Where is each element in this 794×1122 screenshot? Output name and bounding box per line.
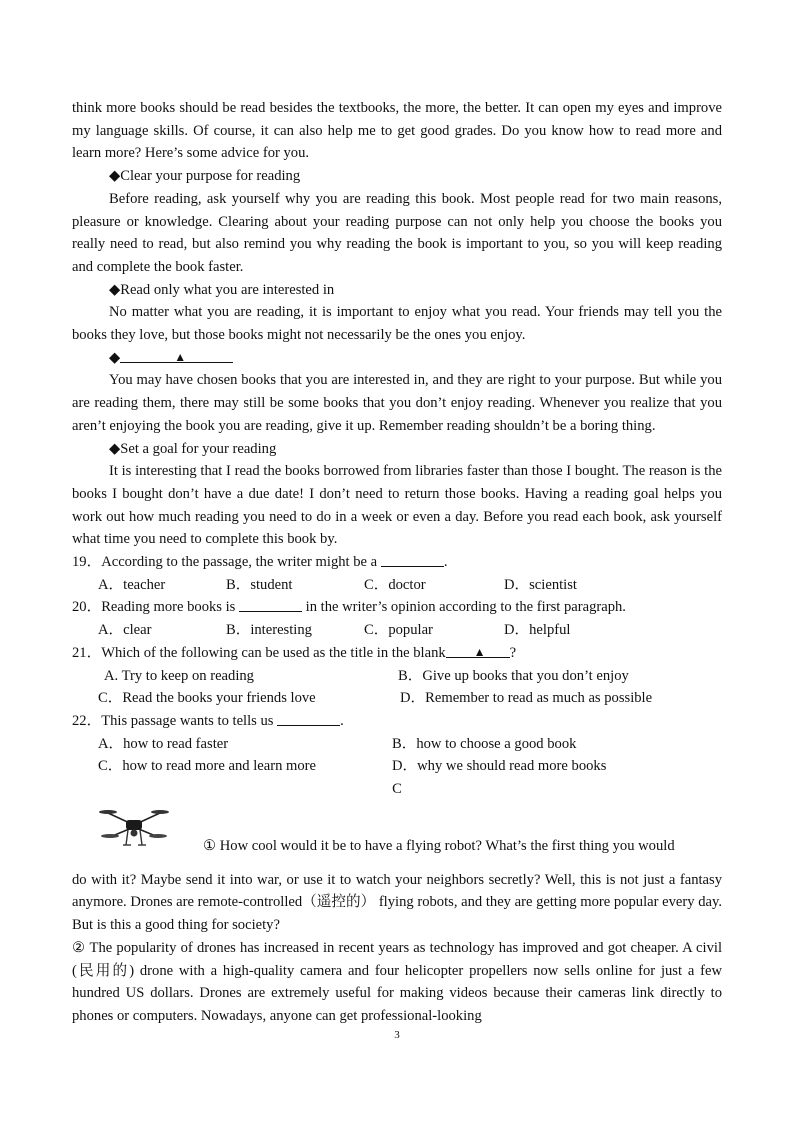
passage-c-first-line — [72, 835, 722, 858]
option-a: A．clear — [98, 622, 152, 639]
option-d: D．helpful — [504, 622, 571, 639]
passage-c-p1-first: ① How cool would it be to have a flying robot? What’s the first thing you would — [203, 837, 675, 854]
question-21-end: ? — [509, 644, 517, 661]
question-20-options — [72, 619, 722, 642]
paragraph-give-up: You may have chosen books that you are interested in, and they are right to your purpose. But while you are reading them, there may still be some books that you don’t enjoy reading. Whenever you realize that you aren’t enjoying the book you are reading, give it up. Remember reading shouldn’t be a boring thing. — [72, 372, 722, 434]
option-c: C．popular — [364, 622, 433, 639]
question-19-options — [72, 574, 722, 597]
option-d: D．scientist — [504, 576, 577, 593]
question-22-options-row-1 — [72, 733, 722, 756]
option-d: D．why we should read more books — [392, 758, 607, 775]
question-21-text: 21．Which of the following can be used as the title in the blank — [72, 644, 446, 661]
heading-set-goal: ◆Set a goal for your reading — [109, 440, 277, 457]
blank-triangle-marker: ▲ — [174, 349, 187, 364]
heading-clear-purpose: ◆Clear your purpose for reading — [109, 168, 301, 185]
bullet-diamond: ◆ — [109, 349, 121, 366]
heading-blank — [72, 347, 722, 370]
drone-intro-row — [72, 801, 722, 869]
option-b: B．Give up books that you don’t enjoy — [398, 667, 629, 684]
question-22-end: . — [340, 712, 344, 729]
answer-blank — [446, 643, 510, 658]
option-b: B．student — [226, 576, 293, 593]
passage-b-intro: think more books should be read besides the textbooks, the more, the better. It can open my eyes and improve my language skills. Of course, it can also help me to get good grades. Do you know how to read more and learn more? Here’s some advice for you. — [72, 100, 722, 162]
question-19 — [72, 551, 722, 574]
option-a: A. Try to keep on reading — [104, 667, 254, 684]
option-c: C．how to read more and learn more — [98, 758, 317, 775]
paragraph-clear-purpose: Before reading, ask yourself why you are reading this book. Most people read for two main reasons, pleasure or knowledge. Clearing about your reading purpose can not only help you choose the books you really need to read, but also remind you why reading the book is important to you, so you will keep reading and complete the book faster. — [72, 190, 722, 275]
passage-c-p2: ② The popularity of drones has increased in recent years as technology has improved and got cheaper. A civil (民用的) drone with a high-quality camera and four helicopter propellers now sells online for just a few hundred US dollars. Drones are extremely useful for making videos because their cameras link directly to phones or computers. Nowadays, anyone can get professional-looking — [72, 939, 722, 1024]
paragraph-read-interested: No matter what you are reading, it is important to enjoy what you read. Your friends may tell you the books they love, but those books might not necessarily be the ones you enjoy. — [72, 304, 722, 344]
option-b: B．interesting — [226, 622, 312, 639]
question-19-end: . — [443, 554, 448, 571]
heading-read-interested: ◆Read only what you are interested in — [109, 281, 335, 298]
answer-blank — [381, 552, 444, 567]
blank-triangle-marker: ▲ — [473, 644, 486, 659]
option-b: B．how to choose a good book — [392, 735, 577, 752]
question-20-end: in the writer’s opinion according to the first paragraph. — [302, 599, 626, 616]
answer-blank — [239, 597, 302, 612]
option-c: C．Read the books your friends love — [98, 690, 316, 707]
question-20-text: 20．Reading more books is — [72, 599, 240, 616]
page-content — [72, 97, 722, 1028]
question-22 — [72, 710, 722, 733]
paragraph-set-goal: It is interesting that I read the books borrowed from libraries faster than those I bought. The reason is the books I bought don’t have a due date! I don’t need to return those books. Having a reading goal helps you work out how much reading you need to do in a week or even a day. Before you read each book, ask yourself what time you need to complete this book by. — [72, 463, 722, 548]
passage-c-label: C — [392, 781, 402, 797]
question-22-options-row-2 — [72, 755, 722, 778]
question-21-options-row-1 — [72, 665, 722, 688]
passage-c-p1-rest: do with it? Maybe send it into war, or use it to watch your neighbors secretly? Well, this is not just a fantasy anymore. Drones are remote-controlled（遥控的） flying robots, and they are getting more popular every day. But is this a good thing for society? — [72, 871, 722, 934]
question-20 — [72, 596, 722, 619]
option-c: C．doctor — [364, 576, 426, 593]
option-a: A．teacher — [98, 576, 166, 593]
title-blank — [120, 348, 233, 363]
page-number: 3 — [394, 1029, 400, 1041]
answer-blank — [277, 711, 340, 726]
question-22-text: 22．This passage wants to tells us — [72, 712, 278, 729]
question-19-text: 19．According to the passage, the writer might be a — [72, 554, 381, 571]
option-d: D．Remember to read as much as possible — [400, 690, 653, 707]
question-21 — [72, 642, 722, 665]
question-21-options-row-2 — [72, 687, 722, 710]
option-a: A．how to read faster — [98, 735, 229, 752]
